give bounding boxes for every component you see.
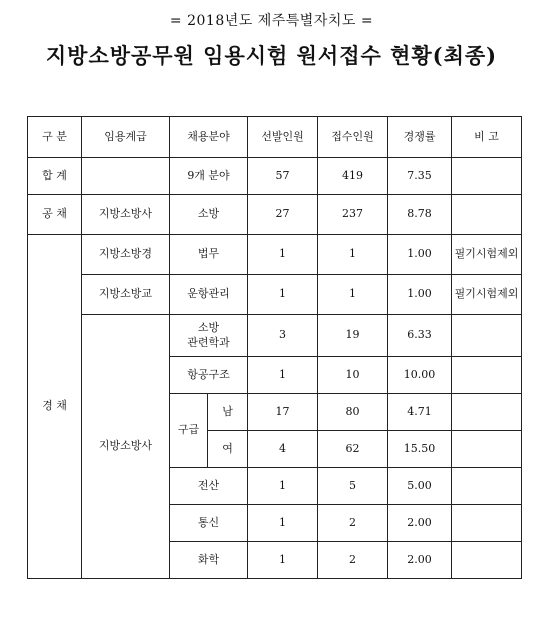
cell-rate: 1.00 (388, 275, 452, 315)
document-subtitle: = 2018년도 제주특별자치도 = (169, 13, 374, 29)
cell-applied: 19 (318, 315, 388, 357)
cell-field: 9개 분야 (170, 158, 248, 195)
cell-rate: 15.50 (388, 431, 452, 468)
cell-note (452, 542, 522, 579)
cell-note (452, 468, 522, 505)
header-selected: 선발인원 (248, 117, 318, 158)
cell-applied: 62 (318, 431, 388, 468)
cell-rate: 2.00 (388, 505, 452, 542)
cell-selected: 27 (248, 195, 318, 235)
cell-applied: 2 (318, 505, 388, 542)
cell-field: 화학 (170, 542, 248, 579)
table-row-navigation (28, 275, 522, 315)
cell-rate: 4.71 (388, 394, 452, 431)
cell-applied: 1 (318, 275, 388, 315)
cell-field: 통신 (170, 505, 248, 542)
cell-applied: 419 (318, 158, 388, 195)
document-title: 지방소방공무원 임용시험 원서접수 현황(최종) (45, 43, 498, 68)
header-applied: 접수인원 (318, 117, 388, 158)
cell-field: 운항관리 (170, 275, 248, 315)
cell-selected: 1 (248, 468, 318, 505)
cell-rank: 지방소방사 (82, 195, 170, 235)
header-rate: 경쟁률 (388, 117, 452, 158)
cell-rank (82, 158, 170, 195)
cell-field: 소방 (170, 195, 248, 235)
cell-note (452, 431, 522, 468)
cell-note (452, 357, 522, 394)
field-line-1: 소방 (197, 320, 220, 334)
cell-selected: 1 (248, 357, 318, 394)
cell-division-career: 경 채 (28, 235, 82, 579)
cell-note (452, 505, 522, 542)
cell-rate: 6.33 (388, 315, 452, 357)
cell-rate: 1.00 (388, 235, 452, 275)
cell-field: 전산 (170, 468, 248, 505)
cell-note (452, 315, 522, 357)
cell-division: 공 채 (28, 195, 82, 235)
cell-field: 법무 (170, 235, 248, 275)
header-rank: 임용계급 (82, 117, 170, 158)
cell-field-rescue: 구급 (170, 394, 208, 468)
cell-selected: 57 (248, 158, 318, 195)
cell-field (170, 315, 248, 357)
cell-selected: 1 (248, 542, 318, 579)
cell-sex: 여 (208, 431, 248, 468)
cell-applied: 10 (318, 357, 388, 394)
cell-applied: 2 (318, 542, 388, 579)
header-field: 채용분야 (170, 117, 248, 158)
table-row-open (28, 195, 522, 235)
cell-rate: 7.35 (388, 158, 452, 195)
cell-rank: 지방소방경 (82, 235, 170, 275)
cell-rate: 10.00 (388, 357, 452, 394)
cell-applied: 80 (318, 394, 388, 431)
cell-rate: 8.78 (388, 195, 452, 235)
header-note: 비 고 (452, 117, 522, 158)
cell-applied: 1 (318, 235, 388, 275)
cell-rank: 지방소방사 (82, 315, 170, 579)
header-division: 구 분 (28, 117, 82, 158)
table-header-row (28, 117, 522, 158)
cell-note: 필기시험제외 (452, 235, 522, 275)
cell-note (452, 195, 522, 235)
cell-selected: 4 (248, 431, 318, 468)
cell-rate: 5.00 (388, 468, 452, 505)
cell-sex: 남 (208, 394, 248, 431)
field-line-2: 관련학과 (187, 335, 230, 349)
cell-selected: 3 (248, 315, 318, 357)
cell-selected: 1 (248, 275, 318, 315)
cell-division: 합 계 (28, 158, 82, 195)
cell-note (452, 394, 522, 431)
cell-note (452, 158, 522, 195)
cell-field: 항공구조 (170, 357, 248, 394)
cell-selected: 1 (248, 235, 318, 275)
cell-rank: 지방소방교 (82, 275, 170, 315)
cell-selected: 1 (248, 505, 318, 542)
application-status-table (27, 116, 522, 579)
table-row-fire-major (28, 315, 522, 357)
cell-note: 필기시험제외 (452, 275, 522, 315)
table-row-law (28, 235, 522, 275)
cell-applied: 5 (318, 468, 388, 505)
cell-selected: 17 (248, 394, 318, 431)
cell-rate: 2.00 (388, 542, 452, 579)
cell-applied: 237 (318, 195, 388, 235)
table-row-total (28, 158, 522, 195)
